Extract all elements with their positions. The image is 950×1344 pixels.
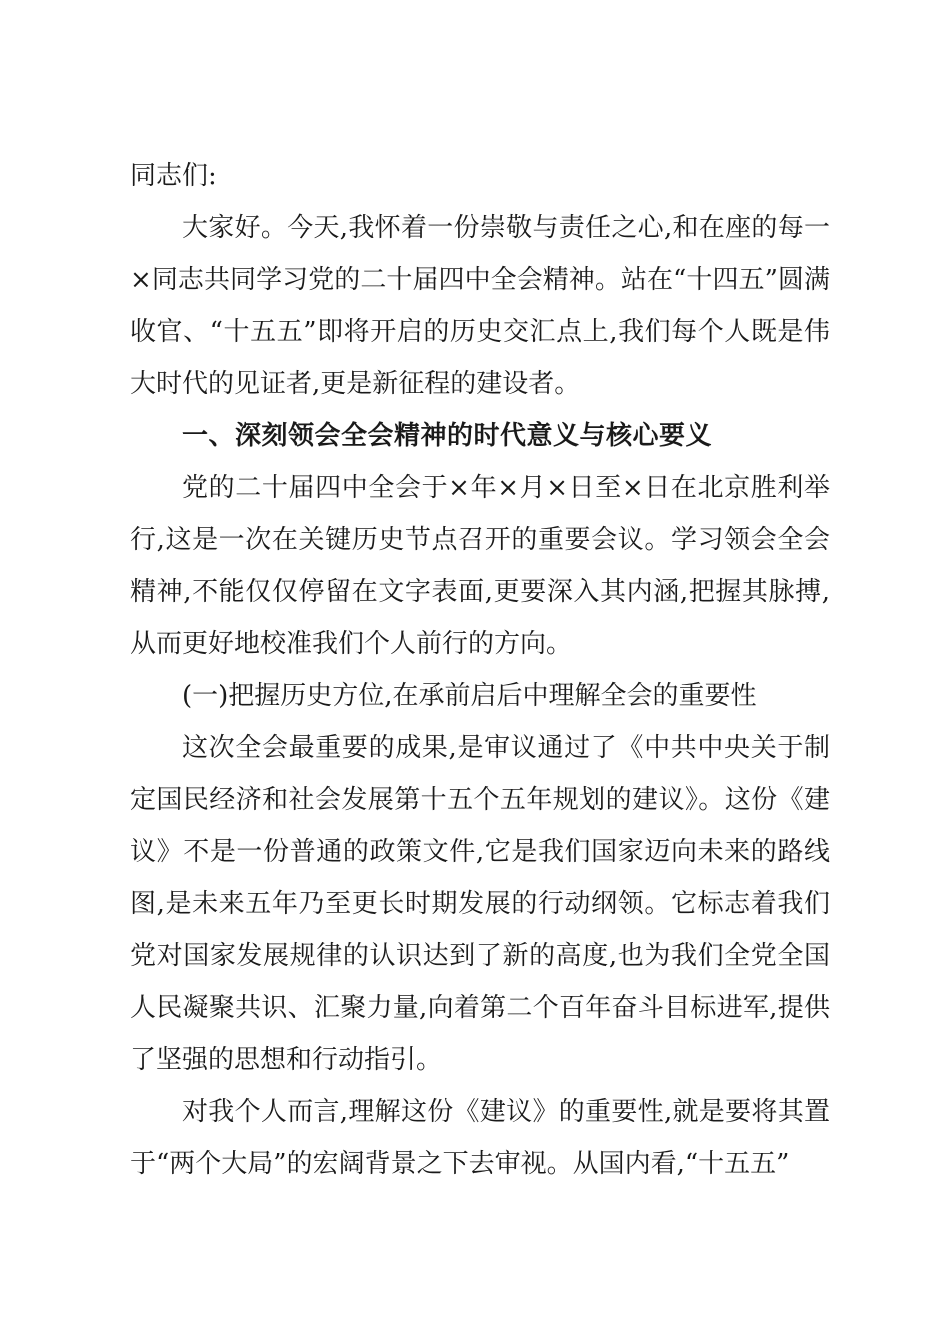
section-intro-paragraph: 党的二十届四中全会于×年×月×日至×日在北京胜利举行,这是一次在关键历史节点召开的重要会议。学习领会全会精神,不能仅仅停留在文字表面,更要深入其内涵,把握其脉搏,从而更好地校准我们个人前行的方向。 — [130, 473, 830, 659]
subsection-heading: (一)把握历史方位,在承前启后中理解全会的重要性 — [182, 681, 757, 711]
document-body — [130, 150, 830, 1190]
opening-paragraph: 大家好。今天,我怀着一份崇敬与责任之心,和在座的每一×同志共同学习党的二十届四中全会精神。站在“十四五”圆满收官、“十五五”即将开启的历史交汇点上,我们每个人既是伟大时代的见证者,更是新征程的建设者。 — [130, 213, 830, 399]
body-paragraph: 对我个人而言,理解这份《建议》的重要性,就是要将其置于“两个大局”的宏阔背景之下去审视。从国内看,“十五五” — [130, 1097, 830, 1179]
body-paragraph: 这次全会最重要的成果,是审议通过了《中共中央关于制定国民经济和社会发展第十五个五年规划的建议》。这份《建议》不是一份普通的政策文件,它是我们国家迈向未来的路线图,是未来五年乃至更长时期发展的行动纲领。它标志着我们党对国家发展规律的认识达到了新的高度,也为我们全党全国人民凝聚共识、汇聚力量,向着第二个百年奋斗目标进军,提供了坚强的思想和行动指引。 — [130, 733, 830, 1075]
salutation: 同志们: — [130, 161, 217, 191]
section-heading: 一、深刻领会全会精神的时代意义与核心要义 — [182, 421, 713, 451]
